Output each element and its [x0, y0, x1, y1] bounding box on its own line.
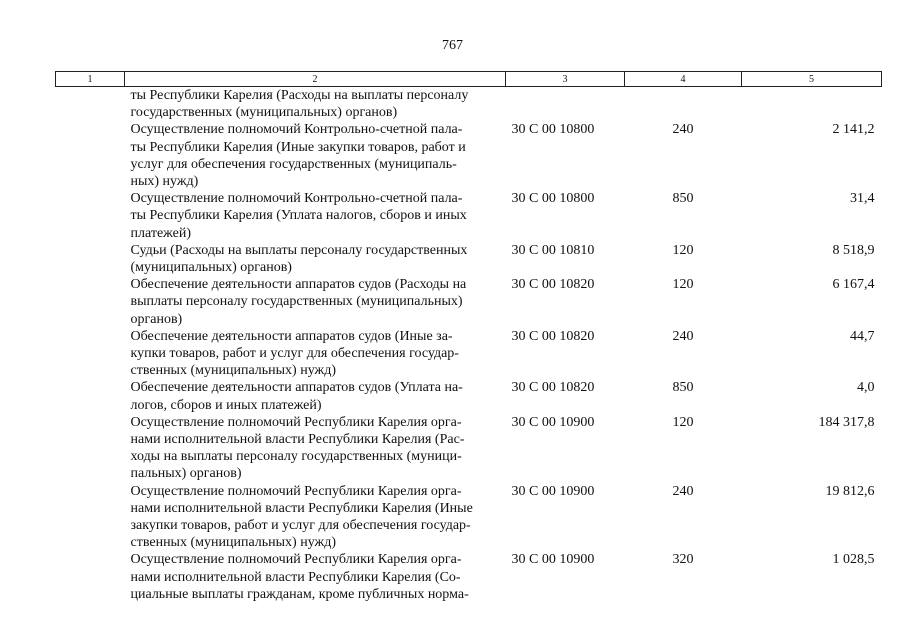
- expense-name-line: ственных (муниципальных) нужд): [130, 363, 336, 379]
- table-row: [56, 87, 882, 122]
- target-article-code-cell: 30 С 00 10900: [511, 483, 595, 499]
- expense-name-line: ных) нужд): [130, 174, 199, 190]
- expense-name-line: циальные выплаты гражданам, кроме публичных норма-: [130, 586, 469, 602]
- target-article-code-cell: 30 С 00 10800: [511, 191, 595, 207]
- expense-name-line: Судьи (Расходы на выплаты персоналу государственных: [130, 242, 468, 258]
- expense-name-line: Обеспечение деятельности аппаратов судов (Иные за-: [130, 328, 453, 344]
- target-article-code-cell: 30 С 00 10800: [511, 122, 595, 138]
- budget-table: [55, 71, 882, 603]
- column-header-5: 5: [742, 72, 882, 87]
- expense-type-code-cell: 850: [672, 191, 694, 207]
- row-number-cell: [56, 483, 125, 552]
- expense-type-code-cell: 120: [672, 242, 694, 258]
- expense-name-line: закупки товаров, работ и услуг для обеспечения государ-: [130, 518, 471, 534]
- column-header-1: 1: [56, 72, 125, 87]
- expense-name-cell: [125, 190, 506, 242]
- row-number-cell: [56, 87, 125, 122]
- amount-cell: 8 518,9: [832, 242, 875, 258]
- header-row: [56, 72, 882, 87]
- amount-cell: 2 141,2: [832, 122, 875, 138]
- expense-name-line: нами исполнительной власти Республики Карелия (Со-: [130, 569, 461, 585]
- row-number-cell: [56, 190, 125, 242]
- amount-cell: 6 167,4: [832, 277, 875, 293]
- target-article-code-cell: 30 С 00 10900: [511, 552, 595, 568]
- expense-type-code-cell: 240: [672, 328, 694, 344]
- expense-name-line: Осуществление полномочий Республики Карелия орга-: [130, 483, 462, 499]
- expense-name-cell: [125, 87, 506, 122]
- amount-cell: 31,4: [850, 191, 875, 207]
- target-article-code-cell: 30 С 00 10810: [511, 242, 595, 258]
- row-number-cell: [56, 276, 125, 328]
- expense-type-code-cell: 120: [672, 414, 694, 430]
- expense-name-line: пальных) органов): [130, 466, 242, 482]
- row-number-cell: [56, 121, 125, 190]
- expense-name-line: ходы на выплаты персоналу государственных (муници-: [130, 449, 462, 465]
- expense-name-line: Осуществление полномочий Контрольно-счетной пала-: [130, 191, 463, 207]
- target-article-code-cell: 30 С 00 10900: [511, 414, 595, 430]
- table-row: [56, 276, 882, 328]
- target-article-code-cell: 30 С 00 10820: [511, 380, 595, 396]
- column-header-4: 4: [625, 72, 742, 87]
- expense-name-line: Обеспечение деятельности аппаратов судов (Расходы на: [130, 277, 467, 293]
- expense-name-line: Осуществление полномочий Республики Карелия орга-: [130, 414, 462, 430]
- expense-name-line: ственных (муниципальных) нужд): [130, 535, 336, 551]
- expense-name-line: ты Республики Карелия (Иные закупки товаров, работ и: [130, 139, 466, 155]
- table-row: [56, 483, 882, 552]
- table-row: [56, 328, 882, 380]
- expense-type-code-cell: 320: [672, 552, 694, 568]
- table-row: [56, 379, 882, 413]
- row-number-cell: [56, 551, 125, 603]
- expense-name-cell: [125, 483, 506, 552]
- table-row: [56, 242, 882, 276]
- expense-name-line: платежей): [130, 225, 192, 241]
- amount-cell: 4,0: [857, 380, 875, 396]
- table-row: [56, 121, 882, 190]
- expense-name-line: ты Республики Карелия (Уплата налогов, сборов и иных: [130, 208, 467, 224]
- expense-name-line: логов, сборов и иных платежей): [130, 397, 322, 413]
- expense-name-line: Обеспечение деятельности аппаратов судов (Уплата на-: [130, 380, 463, 396]
- expense-name-line: нами исполнительной власти Республики Карелия (Рас-: [130, 432, 465, 448]
- expense-type-code-cell: [625, 87, 742, 122]
- expense-name-cell: [125, 242, 506, 276]
- target-article-code-cell: 30 С 00 10820: [511, 277, 595, 293]
- expense-name-line: (муниципальных) органов): [130, 260, 292, 276]
- expense-name-line: Осуществление полномочий Контрольно-счетной пала-: [130, 122, 463, 138]
- amount-cell: [742, 87, 882, 122]
- expense-name-cell: [125, 121, 506, 190]
- expense-name-line: органов): [130, 311, 183, 327]
- table-body: [56, 87, 882, 604]
- expense-name-line: государственных (муниципальных) органов): [130, 105, 398, 121]
- target-article-code-cell: [506, 87, 625, 122]
- expense-name-line: Осуществление полномочий Республики Карелия орга-: [130, 552, 462, 568]
- expense-name-line: ты Республики Карелия (Расходы на выплаты персоналу: [130, 88, 469, 103]
- expense-name-line: выплаты персоналу государственных (муниципальных): [130, 294, 463, 310]
- table-row: [56, 190, 882, 242]
- row-number-cell: [56, 328, 125, 380]
- expense-type-code-cell: 120: [672, 277, 694, 293]
- expense-name-cell: [125, 276, 506, 328]
- column-header-2: 2: [125, 72, 506, 87]
- amount-cell: 1 028,5: [832, 552, 875, 568]
- expense-type-code-cell: 240: [672, 122, 694, 138]
- expense-name-line: нами исполнительной власти Республики Карелия (Иные: [130, 500, 473, 516]
- table-row: [56, 551, 882, 603]
- expense-type-code-cell: 240: [672, 483, 694, 499]
- expense-name-cell: [125, 379, 506, 413]
- amount-cell: 184 317,8: [818, 414, 875, 430]
- expense-name-line: услуг для обеспечения государственных (муниципаль-: [130, 156, 457, 172]
- target-article-code-cell: 30 С 00 10820: [511, 328, 595, 344]
- amount-cell: 19 812,6: [825, 483, 875, 499]
- expense-name-cell: [125, 551, 506, 603]
- amount-cell: 44,7: [850, 328, 875, 344]
- table-header: [56, 72, 882, 87]
- column-header-3: 3: [506, 72, 625, 87]
- expense-name-cell: [125, 414, 506, 483]
- expense-name-cell: [125, 328, 506, 380]
- page-number: 767: [442, 38, 463, 53]
- row-number-cell: [56, 242, 125, 276]
- expense-name-line: купки товаров, работ и услуг для обеспечения государ-: [130, 346, 459, 362]
- expense-type-code-cell: 850: [672, 380, 694, 396]
- table-row: [56, 414, 882, 483]
- row-number-cell: [56, 414, 125, 483]
- row-number-cell: [56, 379, 125, 413]
